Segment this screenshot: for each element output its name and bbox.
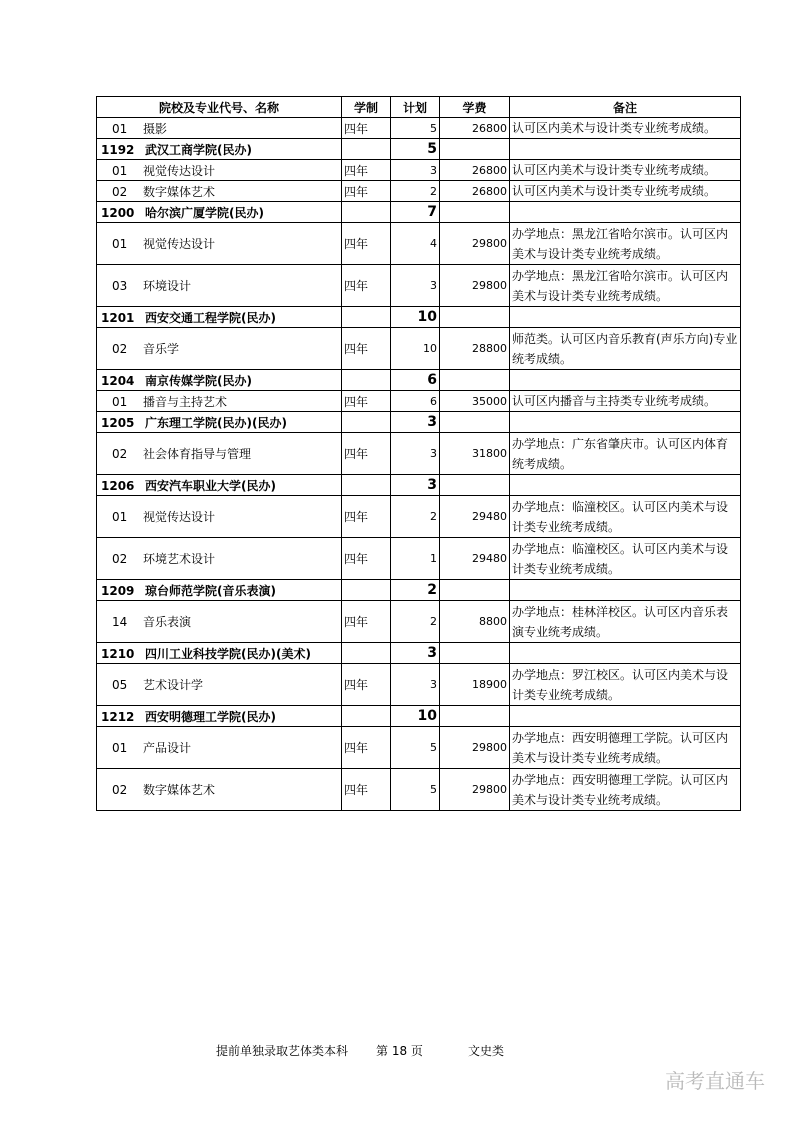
institution-code: 1201 <box>101 310 135 325</box>
major-cell <box>97 538 342 580</box>
major-duration: 四年 <box>342 538 391 580</box>
institution-plan: 10 <box>391 307 440 328</box>
major-code: 02 <box>112 184 128 199</box>
major-tuition: 26800 <box>440 118 510 139</box>
major-notes: 办学地点：临潼校区。认可区内美术与设计类专业统考成绩。 <box>510 538 741 580</box>
institution-duration-cell <box>342 202 391 223</box>
major-duration: 四年 <box>342 181 391 202</box>
major-cell <box>97 496 342 538</box>
institution-code: 1212 <box>101 709 135 724</box>
institution-code: 1204 <box>101 373 135 388</box>
major-plan: 2 <box>391 496 440 538</box>
major-cell <box>97 223 342 265</box>
major-tuition: 29800 <box>440 223 510 265</box>
major-cell <box>97 601 342 643</box>
major-notes: 办学地点：临潼校区。认可区内美术与设计类专业统考成绩。 <box>510 496 741 538</box>
major-duration: 四年 <box>342 223 391 265</box>
major-duration: 四年 <box>342 265 391 307</box>
major-row <box>97 496 741 538</box>
institution-notes-cell <box>510 706 741 727</box>
major-row <box>97 265 741 307</box>
major-notes: 办学地点：桂林洋校区。认可区内音乐表演专业统考成绩。 <box>510 601 741 643</box>
institution-name: 西安交通工程学院(民办) <box>145 310 276 325</box>
major-cell <box>97 391 342 412</box>
major-row <box>97 538 741 580</box>
major-row <box>97 181 741 202</box>
major-cell <box>97 328 342 370</box>
major-tuition: 29800 <box>440 727 510 769</box>
institution-plan: 2 <box>391 580 440 601</box>
major-cell <box>97 727 342 769</box>
institution-duration-cell <box>342 580 391 601</box>
major-row <box>97 769 741 811</box>
institution-plan: 3 <box>391 412 440 433</box>
major-name: 艺术设计学 <box>143 678 204 692</box>
table-body <box>97 118 741 811</box>
major-duration: 四年 <box>342 664 391 706</box>
major-tuition: 35000 <box>440 391 510 412</box>
institution-name: 西安汽车职业大学(民办) <box>145 478 276 493</box>
major-plan: 5 <box>391 769 440 811</box>
watermark: 高考直通车 <box>665 1069 765 1093</box>
institution-cell <box>97 139 342 160</box>
institution-duration-cell <box>342 643 391 664</box>
institution-cell <box>97 643 342 664</box>
major-name: 播音与主持艺术 <box>143 394 228 409</box>
table-header-row <box>97 97 741 118</box>
major-plan: 10 <box>391 328 440 370</box>
institution-duration-cell <box>342 139 391 160</box>
major-name: 数字媒体艺术 <box>143 783 216 797</box>
major-duration: 四年 <box>342 769 391 811</box>
institution-cell <box>97 370 342 391</box>
major-duration: 四年 <box>342 118 391 139</box>
institution-notes-cell <box>510 370 741 391</box>
institution-plan: 3 <box>391 475 440 496</box>
institution-row <box>97 643 741 664</box>
institution-name: 南京传媒学院(民办) <box>145 373 252 388</box>
major-cell <box>97 160 342 181</box>
major-name: 视觉传达设计 <box>143 510 216 524</box>
major-name: 社会体育指导与管理 <box>143 447 252 461</box>
major-plan: 3 <box>391 664 440 706</box>
major-tuition: 29800 <box>440 769 510 811</box>
institution-notes-cell <box>510 139 741 160</box>
major-name: 音乐学 <box>143 342 180 356</box>
institution-tuition-cell <box>440 412 510 433</box>
institution-plan: 7 <box>391 202 440 223</box>
institution-tuition-cell <box>440 307 510 328</box>
institution-duration-cell <box>342 307 391 328</box>
institution-notes-cell <box>510 307 741 328</box>
major-tuition: 18900 <box>440 664 510 706</box>
major-code: 02 <box>112 447 128 461</box>
institution-row <box>97 139 741 160</box>
major-row <box>97 118 741 139</box>
major-plan: 3 <box>391 265 440 307</box>
institution-notes-cell <box>510 475 741 496</box>
major-code: 01 <box>112 163 128 178</box>
major-name: 摄影 <box>143 121 168 136</box>
major-tuition: 26800 <box>440 181 510 202</box>
major-name: 环境设计 <box>143 279 192 293</box>
header-duration: 学制 <box>342 97 391 118</box>
institution-row <box>97 307 741 328</box>
major-duration: 四年 <box>342 496 391 538</box>
major-tuition: 26800 <box>440 160 510 181</box>
major-row <box>97 433 741 475</box>
footer-category: 文史类 <box>468 1044 505 1058</box>
institution-duration-cell <box>342 370 391 391</box>
institution-code: 1210 <box>101 646 135 661</box>
institution-code: 1192 <box>101 142 135 157</box>
major-row <box>97 727 741 769</box>
major-duration: 四年 <box>342 601 391 643</box>
major-row <box>97 328 741 370</box>
institution-plan: 10 <box>391 706 440 727</box>
institution-tuition-cell <box>440 139 510 160</box>
institution-row <box>97 706 741 727</box>
institution-cell <box>97 202 342 223</box>
institution-notes-cell <box>510 412 741 433</box>
major-plan: 2 <box>391 601 440 643</box>
major-cell <box>97 664 342 706</box>
major-name: 视觉传达设计 <box>143 237 216 251</box>
institution-duration-cell <box>342 475 391 496</box>
major-code: 02 <box>112 783 128 797</box>
major-duration: 四年 <box>342 433 391 475</box>
major-plan: 3 <box>391 433 440 475</box>
institution-duration-cell <box>342 412 391 433</box>
institution-code: 1205 <box>101 415 135 430</box>
major-code: 01 <box>112 510 128 524</box>
major-duration: 四年 <box>342 328 391 370</box>
major-notes: 办学地点：罗江校区。认可区内美术与设计类专业统考成绩。 <box>510 664 741 706</box>
institution-name: 广东理工学院(民办)(民办) <box>145 415 287 430</box>
institution-tuition-cell <box>440 580 510 601</box>
major-code: 01 <box>112 741 128 755</box>
institution-name: 琼台师范学院(音乐表演) <box>145 583 276 598</box>
institution-code: 1200 <box>101 205 135 220</box>
major-plan: 5 <box>391 727 440 769</box>
institution-tuition-cell <box>440 370 510 391</box>
major-cell <box>97 769 342 811</box>
institution-row <box>97 370 741 391</box>
header-notes: 备注 <box>510 97 741 118</box>
institution-code: 1206 <box>101 478 135 493</box>
institution-cell <box>97 307 342 328</box>
major-plan: 1 <box>391 538 440 580</box>
institution-row <box>97 580 741 601</box>
major-cell <box>97 181 342 202</box>
institution-cell <box>97 580 342 601</box>
major-notes: 办学地点：西安明德理工学院。认可区内美术与设计类专业统考成绩。 <box>510 727 741 769</box>
institution-name: 哈尔滨广厦学院(民办) <box>145 205 264 220</box>
major-notes: 办学地点：广东省肇庆市。认可区内体育统考成绩。 <box>510 433 741 475</box>
major-notes: 认可区内美术与设计类专业统考成绩。 <box>510 160 741 181</box>
major-notes: 认可区内美术与设计类专业统考成绩。 <box>510 181 741 202</box>
institution-notes-cell <box>510 643 741 664</box>
major-tuition: 31800 <box>440 433 510 475</box>
major-name: 视觉传达设计 <box>143 163 216 178</box>
institution-tuition-cell <box>440 475 510 496</box>
major-code: 02 <box>112 342 128 356</box>
major-cell <box>97 118 342 139</box>
major-code: 05 <box>112 678 128 692</box>
institution-plan: 5 <box>391 139 440 160</box>
header-tuition: 学费 <box>440 97 510 118</box>
major-notes: 办学地点：黑龙江省哈尔滨市。认可区内美术与设计类专业统考成绩。 <box>510 265 741 307</box>
header-plan: 计划 <box>391 97 440 118</box>
institution-cell <box>97 412 342 433</box>
major-notes: 认可区内美术与设计类专业统考成绩。 <box>510 118 741 139</box>
major-row <box>97 223 741 265</box>
institution-tuition-cell <box>440 643 510 664</box>
major-name: 环境艺术设计 <box>143 552 216 566</box>
institution-plan: 6 <box>391 370 440 391</box>
major-plan: 2 <box>391 181 440 202</box>
major-code: 02 <box>112 552 128 566</box>
major-row <box>97 160 741 181</box>
institution-name: 武汉工商学院(民办) <box>145 142 252 157</box>
major-code: 03 <box>112 279 128 293</box>
footer-page-number: 第 18 页 <box>376 1044 423 1058</box>
major-row <box>97 664 741 706</box>
major-code: 14 <box>112 615 128 629</box>
institution-cell <box>97 475 342 496</box>
major-notes: 师范类。认可区内音乐教育(声乐方向)专业统考成绩。 <box>510 328 741 370</box>
major-cell <box>97 433 342 475</box>
major-code: 01 <box>112 121 128 136</box>
institution-name: 西安明德理工学院(民办) <box>145 709 276 724</box>
institution-duration-cell <box>342 706 391 727</box>
institution-tuition-cell <box>440 202 510 223</box>
institution-notes-cell <box>510 202 741 223</box>
major-name: 产品设计 <box>143 741 192 755</box>
admissions-table <box>96 96 741 811</box>
institution-plan: 3 <box>391 643 440 664</box>
major-cell <box>97 265 342 307</box>
institution-code: 1209 <box>101 583 135 598</box>
major-notes: 认可区内播音与主持类专业统考成绩。 <box>510 391 741 412</box>
institution-name: 四川工业科技学院(民办)(美术) <box>145 646 311 661</box>
header-name: 院校及专业代号、名称 <box>97 97 342 118</box>
major-plan: 4 <box>391 223 440 265</box>
institution-cell <box>97 706 342 727</box>
major-notes: 办学地点：西安明德理工学院。认可区内美术与设计类专业统考成绩。 <box>510 769 741 811</box>
major-row <box>97 391 741 412</box>
major-tuition: 8800 <box>440 601 510 643</box>
major-code: 01 <box>112 394 128 409</box>
institution-notes-cell <box>510 580 741 601</box>
institution-row <box>97 475 741 496</box>
major-name: 音乐表演 <box>143 615 192 629</box>
footer-title: 提前单独录取艺体类本科 <box>216 1044 349 1058</box>
major-plan: 3 <box>391 160 440 181</box>
major-duration: 四年 <box>342 391 391 412</box>
major-tuition: 29800 <box>440 265 510 307</box>
major-tuition: 29480 <box>440 538 510 580</box>
major-tuition: 29480 <box>440 496 510 538</box>
institution-row <box>97 412 741 433</box>
major-name: 数字媒体艺术 <box>143 184 216 199</box>
major-plan: 5 <box>391 118 440 139</box>
major-code: 01 <box>112 237 128 251</box>
major-duration: 四年 <box>342 160 391 181</box>
institution-row <box>97 202 741 223</box>
major-tuition: 28800 <box>440 328 510 370</box>
major-row <box>97 601 741 643</box>
major-plan: 6 <box>391 391 440 412</box>
institution-tuition-cell <box>440 706 510 727</box>
major-duration: 四年 <box>342 727 391 769</box>
major-notes: 办学地点：黑龙江省哈尔滨市。认可区内美术与设计类专业统考成绩。 <box>510 223 741 265</box>
